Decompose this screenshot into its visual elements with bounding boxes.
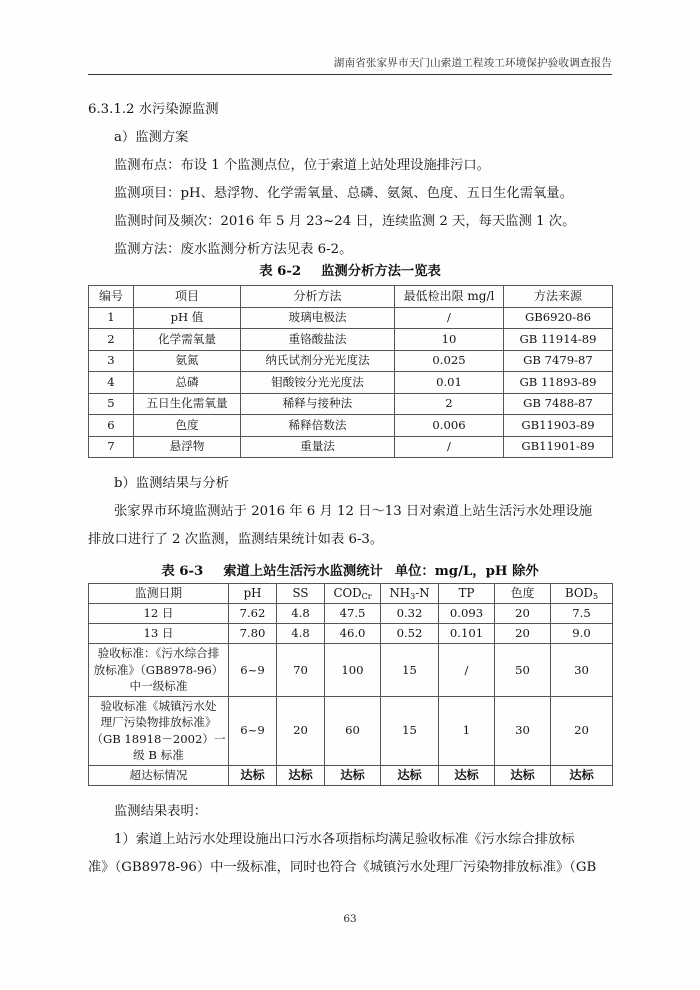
table-6-2-caption-title: 监测分析方法一览表 xyxy=(321,264,441,279)
table-6-2-cell: GB 11914-89 xyxy=(504,329,613,351)
table-6-3-cell: 7.5 xyxy=(551,604,613,624)
table-6-2-cell: 3 xyxy=(89,350,134,372)
table-6-2-cell: 纳氏试剂分光光度法 xyxy=(241,350,395,372)
table-6-3-header-cell: 监测日期 xyxy=(89,584,229,604)
table-6-3-cell: 达标 xyxy=(495,765,551,785)
table-6-3-cell: 0.52 xyxy=(381,624,439,644)
table-6-3-cell: 50 xyxy=(495,644,551,697)
table-6-3-cell: 达标 xyxy=(439,765,495,785)
table-6-3-cell: 30 xyxy=(495,696,551,765)
table-6-2-cell: 五日生化需氧量 xyxy=(134,393,241,415)
table-6-3-header-cell: pH xyxy=(229,584,277,604)
header-rule xyxy=(88,74,612,75)
table-6-3-header-cell: SS xyxy=(277,584,325,604)
table-6-2-cell: 悬浮物 xyxy=(134,436,241,458)
sub-heading-a: a）监测方案 xyxy=(114,130,189,145)
section-block-results xyxy=(88,798,612,882)
table-6-2-cell: 1 xyxy=(89,307,134,329)
table-6-3-cell: 100 xyxy=(325,644,381,697)
section-block-a xyxy=(88,96,612,264)
table-6-2-header-cell: 编号 xyxy=(89,286,134,308)
table-6-2-header-cell: 项目 xyxy=(134,286,241,308)
table-6-3-caption xyxy=(88,560,612,579)
section-heading: 6.3.1.2 水污染源监测 xyxy=(88,102,219,117)
table-6-3-cell: 30 xyxy=(551,644,613,697)
table-6-2-cell: 5 xyxy=(89,393,134,415)
table-6-2-cell: 稀释与接种法 xyxy=(241,393,395,415)
table-6-3-cell: 7.80 xyxy=(229,624,277,644)
table-6-3-cell: 15 xyxy=(381,644,439,697)
table-row xyxy=(89,644,613,697)
table-6-3-cell: 47.5 xyxy=(325,604,381,624)
table-row xyxy=(89,624,613,644)
table-6-2-cell: 2 xyxy=(395,393,504,415)
table-6-2-cell: 4 xyxy=(89,372,134,394)
table-row xyxy=(89,584,613,604)
table-6-3-caption-number: 表 6-3 xyxy=(161,564,204,579)
section-block-b xyxy=(88,470,612,554)
table-6-3-cell: 6~9 xyxy=(229,644,277,697)
table-6-2-cell: / xyxy=(395,307,504,329)
table-row xyxy=(89,372,613,394)
table-row xyxy=(89,329,613,351)
table-6-3-cell: 46.0 xyxy=(325,624,381,644)
table-6-3-cell: 4.8 xyxy=(277,604,325,624)
running-header: 湖南省张家界市天门山索道工程竣工环境保护验收调查报告 xyxy=(333,57,612,69)
table-6-2-cell: 稀释倍数法 xyxy=(241,415,395,437)
table-6-2-cell: 重量法 xyxy=(241,436,395,458)
table-6-2-cell: GB 7479-87 xyxy=(504,350,613,372)
table-6-2-cell: 色度 xyxy=(134,415,241,437)
table-6-2-cell: GB 11893-89 xyxy=(504,372,613,394)
table-6-3-row-label: 验收标准：《污水综合排 放标准》（GB8978-96） 中一级标准 xyxy=(89,644,229,697)
table-row xyxy=(89,765,613,785)
table-6-3 xyxy=(88,583,613,786)
table-6-2-header-cell: 分析方法 xyxy=(241,286,395,308)
table-6-3-cell: 20 xyxy=(495,604,551,624)
table-6-3-cell: 6~9 xyxy=(229,696,277,765)
result-intro: 监测结果表明： xyxy=(114,804,208,819)
table-6-3-header-cell: $COD_{Cr}$ xyxy=(325,584,381,604)
table-6-2-cell: 6 xyxy=(89,415,134,437)
table-6-2-cell: 0.01 xyxy=(395,372,504,394)
table-6-3-cell: 20 xyxy=(551,696,613,765)
table-6-3-cell: 0.32 xyxy=(381,604,439,624)
table-6-3-row-label: 12 日 xyxy=(89,604,229,624)
table-6-3-cell: 4.8 xyxy=(277,624,325,644)
table-6-2-header-cell: 方法来源 xyxy=(504,286,613,308)
table-6-3-cell: 15 xyxy=(381,696,439,765)
table-6-3-cell: 0.101 xyxy=(439,624,495,644)
table-6-2-cell: GB11903-89 xyxy=(504,415,613,437)
table-6-3-cell: 达标 xyxy=(551,765,613,785)
table-6-3-cell: 达标 xyxy=(277,765,325,785)
table-6-3-header-cell: TP xyxy=(439,584,495,604)
table-6-2-cell: / xyxy=(395,436,504,458)
table-6-2-caption xyxy=(88,260,612,279)
result-1-line1: 1）索道上站污水处理设施出口污水各项指标均满足验收标准《污水综合排放标 xyxy=(114,832,575,847)
table-6-3-header-cell: $BOD_5$ xyxy=(551,584,613,604)
table-row xyxy=(89,393,613,415)
table-6-3-header-cell: 色度 xyxy=(495,584,551,604)
table-row xyxy=(89,307,613,329)
page-number: 63 xyxy=(343,913,357,925)
table-6-3-cell: 60 xyxy=(325,696,381,765)
line-monitoring-time: 监测时间及频次：2016 年 5 月 23~24 日，连续监测 2 天，每天监测 1 次。 xyxy=(114,214,576,229)
table-row xyxy=(89,604,613,624)
table-6-2-cell: 氨氮 xyxy=(134,350,241,372)
line-monitoring-method: 监测方法：废水监测分析方法见表 6-2。 xyxy=(114,242,353,257)
table-6-2-cell: 玻璃电极法 xyxy=(241,307,395,329)
table-6-3-header-cell: $NH_3-N$ xyxy=(381,584,439,604)
table-6-3-cell: 20 xyxy=(277,696,325,765)
table-row xyxy=(89,696,613,765)
table-6-3-cell: 达标 xyxy=(325,765,381,785)
table-6-3-cell: 70 xyxy=(277,644,325,697)
para-b-line2: 排放口进行了 2 次监测，监测结果统计如表 6-3。 xyxy=(88,532,384,547)
table-6-3-cell: 9.0 xyxy=(551,624,613,644)
table-6-2-cell: GB11901-89 xyxy=(504,436,613,458)
table-6-2-cell: 0.006 xyxy=(395,415,504,437)
table-row xyxy=(89,415,613,437)
table-6-3-caption-title: 索道上站生活污水监测统计 xyxy=(223,564,383,579)
table-6-2 xyxy=(88,285,613,458)
table-6-3-cell: 1 xyxy=(439,696,495,765)
table-6-2-cell: 化学需氧量 xyxy=(134,329,241,351)
table-6-3-cell: 0.093 xyxy=(439,604,495,624)
table-6-2-cell: 0.025 xyxy=(395,350,504,372)
table-6-3-row-label: 13 日 xyxy=(89,624,229,644)
table-6-3-caption-unit: 单位：mg/L，pH 除外 xyxy=(394,564,539,579)
table-6-2-cell: 7 xyxy=(89,436,134,458)
table-6-3-cell: / xyxy=(439,644,495,697)
table-6-2-cell: 总磷 xyxy=(134,372,241,394)
table-6-3-row-label: 验收标准《城镇污水处 理厂污染物排放标准》 （GB 18918－2002）一 级 B 标准 xyxy=(89,696,229,765)
table-6-2-header-cell: 最低检出限 mg/l xyxy=(395,286,504,308)
table-6-2-cell: 10 xyxy=(395,329,504,351)
result-1-line2: 准》（GB8978-96）中一级标准，同时也符合《城镇污水处理厂污染物排放标准》（GB xyxy=(88,860,597,875)
table-6-2-cell: 重铬酸盐法 xyxy=(241,329,395,351)
table-6-2-caption-number: 表 6-2 xyxy=(259,264,302,279)
table-6-2-cell: GB6920-86 xyxy=(504,307,613,329)
table-row xyxy=(89,350,613,372)
para-b-line1: 张家界市环境监测站于 2016 年 6 月 12 日～13 日对索道上站生活污水处理设施 xyxy=(114,504,593,519)
table-6-3-cell: 达标 xyxy=(381,765,439,785)
table-6-2-cell: GB 7488-87 xyxy=(504,393,613,415)
table-6-2-cell: 钼酸铵分光光度法 xyxy=(241,372,395,394)
sub-heading-b: b）监测结果与分析 xyxy=(114,476,229,491)
table-6-2-cell: pH 值 xyxy=(134,307,241,329)
table-6-3-cell: 20 xyxy=(495,624,551,644)
line-monitoring-points: 监测布点：布设 1 个监测点位，位于索道上站处理设施排污口。 xyxy=(114,158,490,173)
table-6-2-cell: 2 xyxy=(89,329,134,351)
table-row xyxy=(89,286,613,308)
table-6-3-cell: 7.62 xyxy=(229,604,277,624)
line-monitoring-items: 监测项目：pH、悬浮物、化学需氧量、总磷、氨氮、色度、五日生化需氧量。 xyxy=(114,186,573,201)
table-row xyxy=(89,436,613,458)
table-6-3-row-label: 超达标情况 xyxy=(89,765,229,785)
table-6-3-cell: 达标 xyxy=(229,765,277,785)
